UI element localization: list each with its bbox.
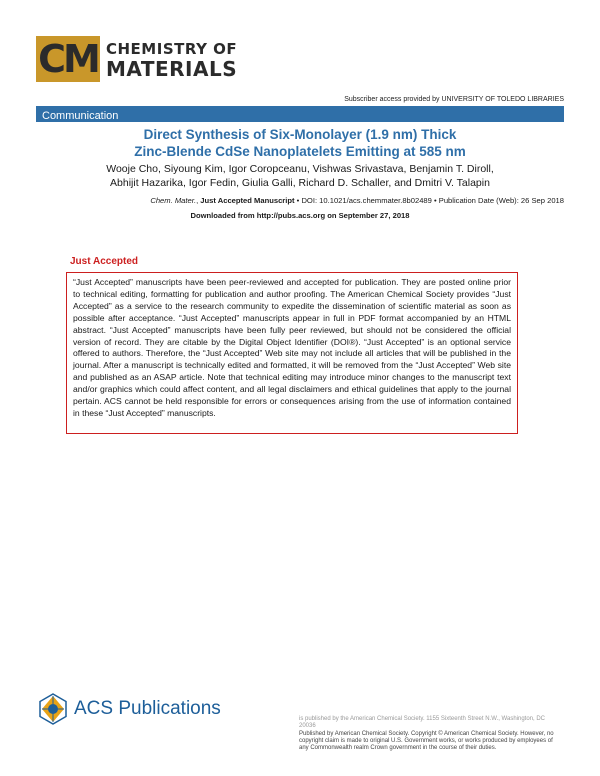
just-accepted-notice-box [66, 272, 518, 434]
journal-logo-mark: CM [36, 36, 100, 82]
title-line-2: Zinc-Blende CdSe Nanoplatelets Emitting at 585 nm [134, 144, 466, 159]
footer-address: is published by the American Chemical Society. 1155 Sixteenth Street N.W., Washington, DC 20036 [299, 716, 546, 730]
article-title [36, 126, 564, 160]
publisher-footer [299, 716, 561, 752]
article-type-bar [36, 106, 564, 122]
acs-publications-logo [36, 692, 221, 726]
download-notice: Downloaded from http://pubs.acs.org on September 27, 2018 [190, 211, 410, 220]
acs-hexagon-icon [36, 692, 70, 726]
doi-and-date[interactable]: • DOI: 10.1021/acs.chemmater.8b02489 • Publication Date (Web): 26 Sep 2018 [296, 196, 564, 205]
article-type-label: Communication [42, 110, 119, 122]
article-metadata: Chem. Mater., Just Accepted Manuscript • DOI: 10.1021/acs.chemmater.8b02489 • Publication Date (Web): 26 Sep 2018 [150, 196, 564, 205]
manuscript-status: Just Accepted Manuscript [200, 196, 295, 205]
journal-logo [36, 36, 237, 82]
just-accepted-body: “Just Accepted” manuscripts have been peer-reviewed and accepted for publication. They are posted online prior to technical editing, formatting for publication and author proofing. The American Chemical Society provides “Just Accepted” as a service to the research community to expedite the dissemination of scientific material as soon as possible after acceptance. “Just Accepted” manuscripts appear in full in PDF format accompanied by an HTML abstract. “Just Accepted” manuscripts have been fully peer reviewed, but should not be considered the official version of record. They are citable by the Digital Object Identifier (DOI®). “Just Accepted” is an optional service offered to authors. Therefore, the “Just Accepted” Web site may not include all articles that will be published in the journal. After a manuscript is technically edited and formatted, it will be removed from the “Just Accepted” Web site and published as an ASAP article. Note that technical editing may introduce minor changes to the manuscript text and/or graphics which could affect content, and all legal disclaimers and ethical guidelines that apply to the journal pertain. ACS cannot be held responsible for errors or consequences arising from the use of information contained in these “Just Accepted” manuscripts. [73, 277, 511, 418]
journal-logo-text [106, 39, 237, 79]
authors-line-2: Abhijit Hazarika, Igor Fedin, Giulia Galli, Richard D. Schaller, and Dmitri V. Talapin [110, 177, 490, 189]
subscriber-access-note: Subscriber access provided by UNIVERSITY OF TOLEDO LIBRARIES [344, 96, 564, 103]
title-line-1: Direct Synthesis of Six-Monolayer (1.9 nm) Thick [143, 127, 457, 142]
authors-line-1: Wooje Cho, Siyoung Kim, Igor Coropceanu, Vishwas Srivastava, Benjamin T. Diroll, [106, 163, 494, 175]
acs-publications-wordmark: ACS Publications [74, 698, 221, 719]
journal-abbreviation: Chem. Mater. [150, 196, 197, 205]
author-list [36, 162, 564, 190]
journal-name-line2: MATERIALS [106, 57, 238, 81]
footer-copyright: Published by American Chemical Society. Copyright © American Chemical Society. However, no copyright claim is made to original U.S. Government works, or works produced by employees of any Commonwealth realm Crown government in the course of their duties. [299, 730, 554, 752]
just-accepted-heading: Just Accepted [70, 256, 138, 267]
journal-name-line1: CHEMISTRY OF [106, 40, 238, 58]
